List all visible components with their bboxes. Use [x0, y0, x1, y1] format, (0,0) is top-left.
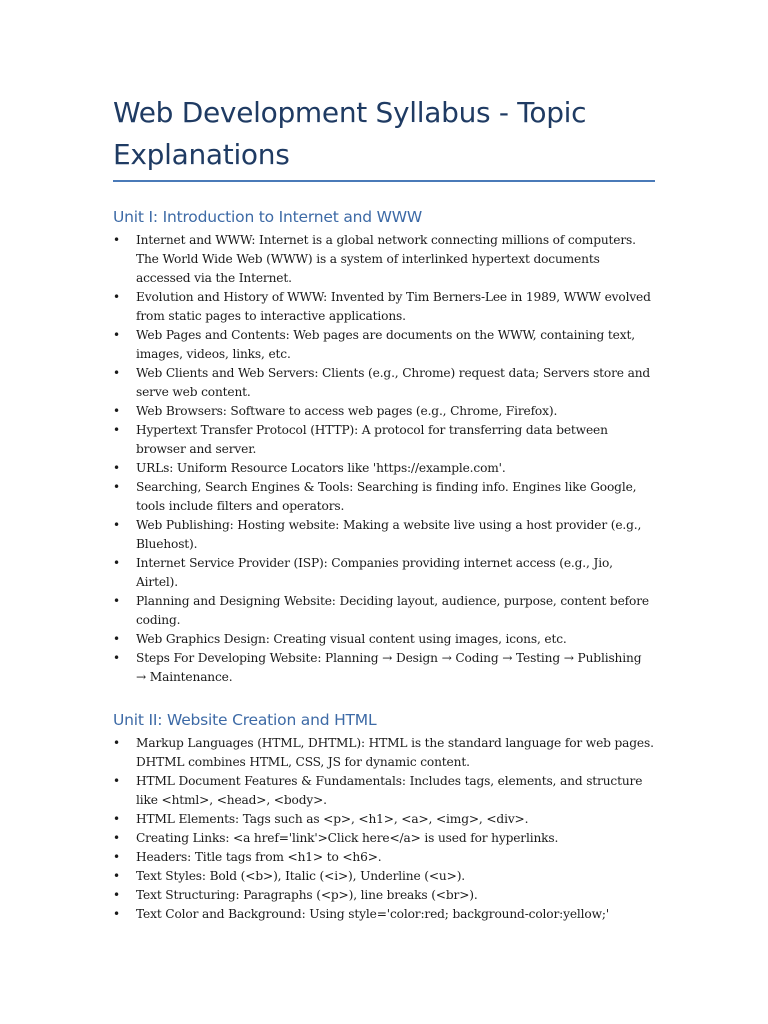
- list-item: [113, 649, 655, 687]
- list-item-text: Web Pages and Contents: Web pages are documents on the WWW, containing text, images, videos, links, etc.: [136, 328, 635, 361]
- bullet-icon: •: [113, 594, 120, 608]
- list-item: [113, 421, 655, 459]
- list-item-text: HTML Document Features & Fundamentals: Includes tags, elements, and structure like <html>, <head>, <body>.: [136, 774, 643, 807]
- list-item-text: Web Browsers: Software to access web pages (e.g., Chrome, Firefox).: [136, 404, 558, 418]
- list-item: [113, 459, 655, 478]
- list-item: [113, 364, 655, 402]
- bullet-icon: •: [113, 518, 120, 532]
- bullet-icon: •: [113, 233, 120, 247]
- bullet-icon: •: [113, 651, 120, 665]
- list-item-text: HTML Elements: Tags such as <p>, <h1>, <a>, <img>, <div>.: [136, 812, 529, 826]
- list-item-text: Headers: Title tags from <h1> to <h6>.: [136, 850, 382, 864]
- bullet-icon: •: [113, 480, 120, 494]
- bullet-icon: •: [113, 774, 120, 788]
- unit-2-heading: Unit II: Website Creation and HTML: [113, 711, 377, 729]
- list-item-text: Text Styles: Bold (<b>), Italic (<i>), Underline (<u>).: [136, 869, 466, 883]
- list-item-text: Web Publishing: Hosting website: Making a website live using a host provider (e.g., Bluehost).: [136, 518, 642, 551]
- bullet-icon: •: [113, 556, 120, 570]
- list-item: [113, 554, 655, 592]
- bullet-icon: •: [113, 366, 120, 380]
- list-item-text: Text Color and Background: Using style='color:red; background-color:yellow;': [136, 907, 610, 921]
- list-item-text: Searching, Search Engines & Tools: Searching is finding info. Engines like Google, tools include filters and operators.: [136, 480, 637, 513]
- list-item: [113, 810, 655, 829]
- list-item-text: Web Graphics Design: Creating visual content using images, icons, etc.: [136, 632, 567, 646]
- bullet-icon: •: [113, 869, 120, 883]
- list-item-text: Planning and Designing Website: Deciding layout, audience, purpose, content before coding.: [136, 594, 649, 627]
- unit-1-list: [113, 231, 655, 687]
- list-item: [113, 886, 655, 905]
- bullet-icon: •: [113, 907, 120, 921]
- list-item: [113, 867, 655, 886]
- unit-2-list: [113, 734, 655, 924]
- list-item-text: Creating Links: <a href='link'>Click here</a> is used for hyperlinks.: [136, 831, 559, 845]
- list-item-text: Markup Languages (HTML, DHTML): HTML is the standard language for web pages. DHTML combines HTML, CSS, JS for dynamic content.: [136, 736, 654, 769]
- bullet-icon: •: [113, 404, 120, 418]
- list-item: [113, 516, 655, 554]
- bullet-icon: •: [113, 423, 120, 437]
- list-item-text: Internet and WWW: Internet is a global network connecting millions of computers. The World Wide Web (WWW) is a system of interlinked hypertext documents accessed via the Internet.: [136, 233, 636, 285]
- list-item: [113, 772, 655, 810]
- list-item-text: Internet Service Provider (ISP): Companies providing internet access (e.g., Jio, Airtel).: [136, 556, 613, 589]
- list-item: [113, 829, 655, 848]
- list-item: [113, 848, 655, 867]
- bullet-icon: •: [113, 812, 120, 826]
- bullet-icon: •: [113, 736, 120, 750]
- bullet-icon: •: [113, 831, 120, 845]
- list-item-text: Text Structuring: Paragraphs (<p>), line breaks (<br>).: [136, 888, 478, 902]
- list-item: [113, 402, 655, 421]
- list-item: [113, 734, 655, 772]
- list-item: [113, 478, 655, 516]
- unit-1-heading: Unit I: Introduction to Internet and WWW: [113, 208, 423, 226]
- document-page: [113, 92, 655, 924]
- bullet-icon: •: [113, 632, 120, 646]
- bullet-icon: •: [113, 290, 120, 304]
- bullet-icon: •: [113, 850, 120, 864]
- list-item: [113, 231, 655, 288]
- list-item: [113, 326, 655, 364]
- bullet-icon: •: [113, 461, 120, 475]
- bullet-icon: •: [113, 888, 120, 902]
- bullet-icon: •: [113, 328, 120, 342]
- list-item: [113, 592, 655, 630]
- list-item: [113, 905, 655, 924]
- list-item-text: Web Clients and Web Servers: Clients (e.g., Chrome) request data; Servers store and serve web content.: [136, 366, 651, 399]
- list-item: [113, 288, 655, 326]
- list-item-text: Hypertext Transfer Protocol (HTTP): A protocol for transferring data between browser and server.: [136, 423, 608, 456]
- list-item: [113, 630, 655, 649]
- list-item-text: Steps For Developing Website: Planning → Design → Coding → Testing → Publishing → Maintenance.: [136, 651, 642, 684]
- document-title: Web Development Syllabus - Topic Explanations: [113, 96, 587, 171]
- title-divider: [113, 180, 655, 182]
- list-item-text: URLs: Uniform Resource Locators like 'https://example.com'.: [136, 461, 506, 475]
- list-item-text: Evolution and History of WWW: Invented by Tim Berners-Lee in 1989, WWW evolved from static pages to interactive applications.: [136, 290, 651, 323]
